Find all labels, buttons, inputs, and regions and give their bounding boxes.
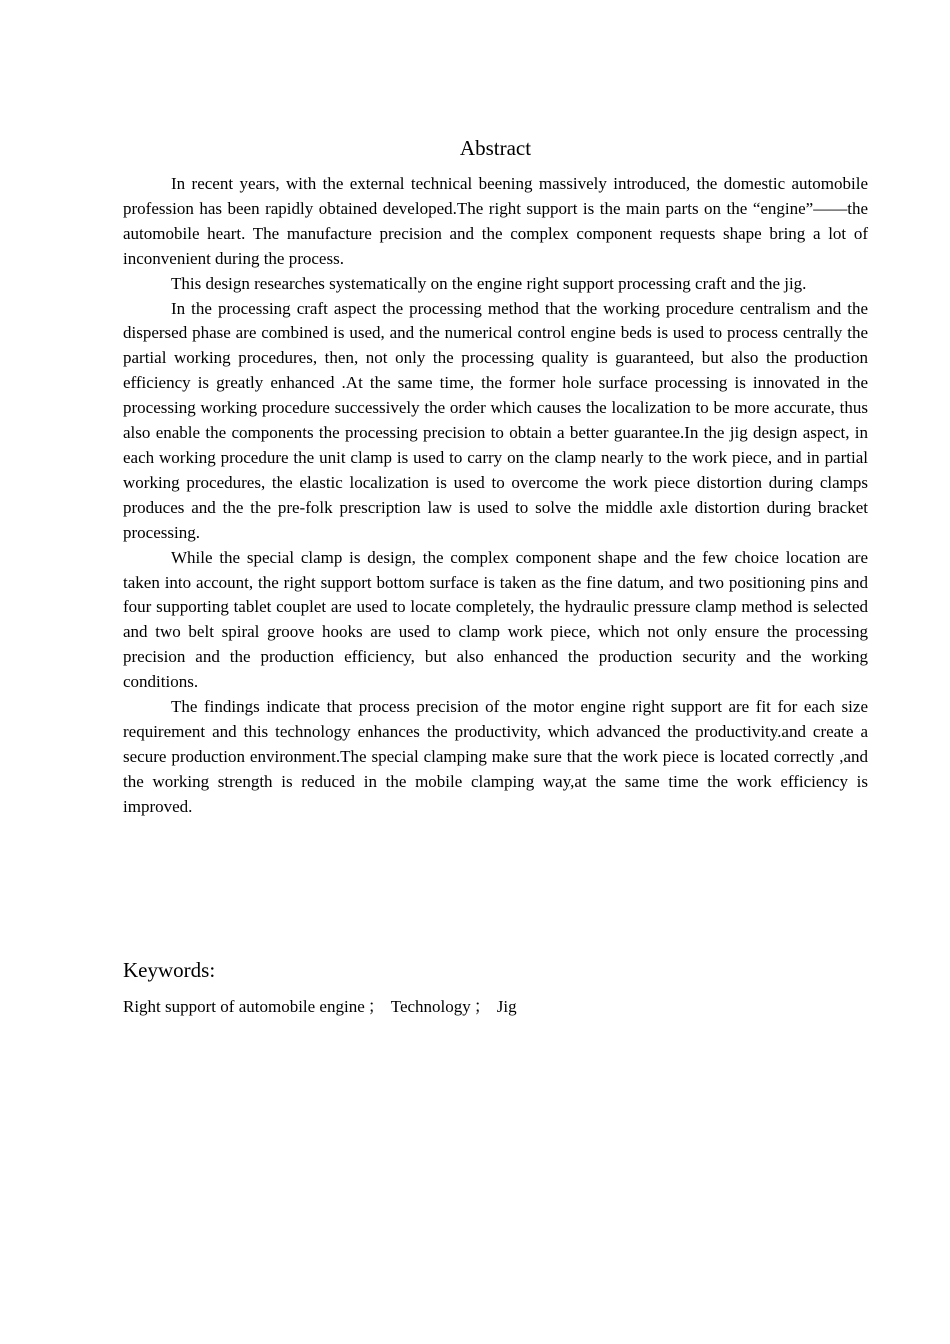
abstract-paragraph: While the special clamp is design, the complex component shape and the few choice location are taken into account, the right support bottom surface is taken as the fine datum, and two positioning pins and four supporting tablet couplet are used to locate completely, the hydraulic pressure clamp method is selected and two belt spiral groove hooks are used to clamp work piece, which not only ensure the processing precision and the production efficiency, but also enhanced the production security and the working conditions. [123,547,868,692]
keyword-item: Jig [496,997,517,1016]
abstract-paragraph: In the processing craft aspect the processing method that the working procedure centralism and the dispersed phase are combined is used, and the numerical control engine beds is used to process centrally the partial working procedures, then, not only the processing quality is guaranteed, but also the production efficiency is greatly enhanced .At the same time, the former hole surface processing is innovated in the processing working procedure successively the order which causes the localization to be more accurate, thus also enable the components the processing precision to obtain a better guarantee.In the jig design aspect, in each working procedure the unit clamp is used to carry on the clamp nearly to the work piece, and in partial working procedures, the elastic localization is used to overcome the work piece distortion during clamps produces and the the pre-folk prescription law is used to solve the middle axle distortion during bracket processing. [123,298,868,542]
abstract-paragraph: This design researches systematically on the engine right support processing craft and the jig. [171,273,807,293]
keyword-separator: ； [367,997,385,1016]
abstract-paragraph: The findings indicate that process precision of the motor engine right support are fit for each size requirement and this technology enhances the productivity, which advanced the productivity.and create a secure production environment.The special clamping make sure that the work piece is located correctly ,and the working strength is reduced in the mobile clamping way,at the same time the work efficiency is improved. [123,697,868,816]
keywords-heading: Keywords: [123,958,216,982]
abstract-paragraph: In recent years, with the external technical beening massively introduced, the domestic automobile profession has been rapidly obtained developed.The right support is the main parts on the “engine”——the automobile heart. The manufacture precision and the complex component requests shape bring a lot of inconvenient during the process. [123,174,868,268]
abstract-title: Abstract [459,136,532,160]
abstract-body [123,172,868,820]
keywords-list [123,995,517,1019]
keyword-separator: ； [473,997,491,1016]
keyword-item: Technology [390,997,471,1016]
keyword-item: Right support of automobile engine [123,997,365,1016]
